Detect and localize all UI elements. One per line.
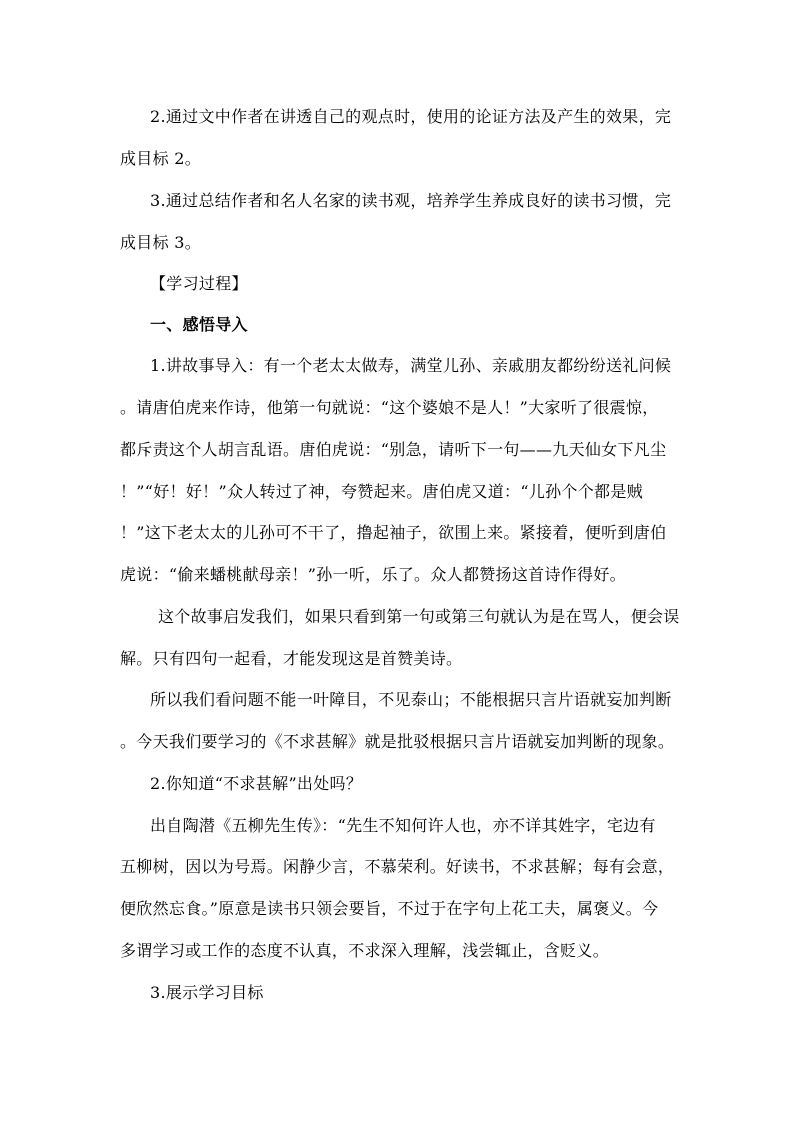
insight-line-2: 解。只有四句一起看，才能发现这是首赞美诗。 [120,649,463,668]
origin-line-2: 五柳树，因以为号焉。闲静少言，不慕荣利。好读书，不求甚解；每有会意， [120,857,675,876]
origin-line-3: 便欣然忘食。”原意是读书只领会要旨，不过于在字句上花工夫，属褒义。今 [120,899,659,918]
conclusion-line-2: 。今天我们要学习的《不求甚解》就是批驳根据只言片语就妄加判断的现象。 [120,732,675,751]
goal-3-line-2: 成目标 3。 [120,233,202,252]
story-line-5: ！”这下老太太的儿孙可不干了，撸起袖子，欲围上来。紧接着，便听到唐伯 [120,523,667,542]
story-line-4: ！”“好！好！”众人转过了神，夸赞起来。唐伯虎又道：“儿孙个个都是贼 [120,482,643,501]
story-line-3: 都斥责这个人胡言乱语。唐伯虎说：“别急，请听下一句——九天仙女下凡尘 [120,440,667,459]
origin-line-4: 多谓学习或工作的态度不认真，不求深入理解，浅尝辄止，含贬义。 [120,941,610,960]
show-goals-heading: 3.展示学习目标 [150,983,264,1002]
question-origin: 2.你知道“不求甚解”出处吗？ [150,774,363,793]
goal-2-line-2: 成目标 2。 [120,149,202,168]
story-line-2: 。请唐伯虎来作诗，他第一句就说：“这个婆娘不是人！”大家听了很震惊， [120,398,659,417]
section-heading-learning-process: 【学习过程】 [150,274,248,293]
origin-line-1: 出自陶潜《五柳先生传》：“先生不知何许人也，亦不详其姓字，宅边有 [150,816,656,835]
insight-line-1: 这个故事启发我们，如果只看到第一句或第三句就认为是在骂人，便会误 [158,607,680,626]
story-line-6: 虎说：“偷来蟠桃献母亲！”孙一听，乐了。众人都赞扬这首诗作得好。 [120,565,626,584]
goal-3-line-1: 3.通过总结作者和名人名家的读书观，培养学生养成良好的读书习惯，完 [150,191,672,210]
story-line-1: 1.讲故事导入：有一个老太太做寿，满堂儿孙、亲戚朋友都纷纷送礼问候 [150,356,672,375]
section-heading-introduction: 一、感悟导入 [150,315,248,334]
goal-2-line-1: 2.通过文中作者在讲透自己的观点时，使用的论证方法及产生的效果，完 [150,107,672,126]
conclusion-line-1: 所以我们看问题不能一叶障目，不见泰山；不能根据只言片语就妄加判断 [150,690,672,709]
